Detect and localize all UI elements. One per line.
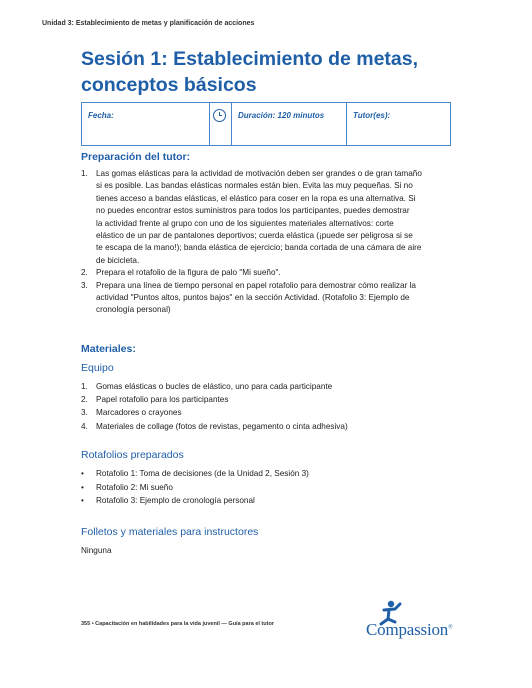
title-line-2: conceptos básicos (81, 74, 257, 96)
prep-item-line: Las gomas elásticas para la actividad de motivación deben ser grandes o de gran tamaño (96, 169, 422, 178)
equipo-item-text: Gomas elásticas o bucles de elástico, uno para cada participante (96, 382, 333, 391)
fecha-cell: Fecha: (82, 103, 210, 145)
folletos-value: Ninguna (81, 546, 112, 555)
equipo-list (81, 380, 453, 433)
rotafolio-text: Rotafolio 1: Toma de decisiones (de la Unidad 2, Sesión 3) (96, 469, 309, 478)
materiales-heading: Materiales: (81, 343, 136, 355)
equipo-item-number: 2. (81, 395, 88, 405)
session-info-table (81, 102, 451, 146)
rotafolio-item (81, 481, 453, 495)
prep-heading: Preparación del tutor: (81, 151, 191, 163)
prep-item-line: Prepara una línea de tiempo personal en papel rotafolio para demostrar cómo realizar la (96, 280, 416, 290)
equipo-item (81, 393, 453, 406)
prep-list (81, 168, 453, 317)
duracion-cell: Duración: 120 minutos (232, 103, 347, 145)
registered-mark: ® (448, 624, 453, 631)
rotafolio-text: Rotafolio 2: Mi sueño (96, 482, 173, 492)
equipo-item (81, 406, 453, 419)
equipo-item (81, 380, 453, 393)
prep-item-3 (81, 280, 453, 317)
prep-item-line: la actividad frente al grupo con uno de los siguientes materiales alternativos: corte (96, 218, 394, 228)
logo-text: Compassion (366, 620, 449, 639)
page-footer: 355 • Capacitación en habilidades para la vida juvenil — Guía para el tutor (81, 621, 274, 627)
prep-item-number: 3. (81, 280, 88, 290)
prep-item-number: 1. (81, 169, 88, 178)
prep-item-line: elástico de un par de pantalones deportivos; cuerda elástica (¡puede ser peligrosa si se (96, 231, 413, 241)
rotafolio-item (81, 494, 453, 508)
prep-item-2 (81, 267, 453, 279)
rotafolios-heading: Rotafolios preparados (81, 449, 184, 461)
prep-item-line: cronología personal) (96, 305, 171, 315)
equipo-item-number: 3. (81, 408, 88, 418)
bullet: • (81, 482, 84, 492)
prep-item-line: actividad "Puntos altos, puntos bajos" en la sección Actividad. (Rotafolio 3: Ejemplo de (96, 293, 410, 303)
page-title (81, 46, 481, 98)
equipo-heading: Equipo (81, 362, 114, 374)
rotafolio-text: Rotafolio 3: Ejemplo de cronología personal (96, 496, 255, 506)
prep-item-line: Prepara el rotafolio de la figura de palo "Mi sueño". (96, 268, 281, 278)
tutor-cell: Tutor(es): (353, 111, 391, 120)
equipo-item-text: Papel rotafolio para los participantes (96, 395, 229, 405)
equipo-item-number: 4. (81, 421, 88, 431)
clock-cell (210, 103, 232, 145)
prep-item-line: no puedes encontrar estos suministros para todos los participantes, puedes demostrar (96, 206, 410, 216)
clock-icon (213, 109, 226, 122)
folletos-heading: Folletos y materiales para instructores (81, 526, 259, 538)
equipo-item (81, 420, 453, 433)
prep-item-line: te escapa de la mano!); banda elástica de ejercicio; banda cortada de una cámara de aire (96, 243, 422, 253)
bullet: • (81, 496, 84, 506)
equipo-item-number: 1. (81, 382, 88, 391)
equipo-item-text: Marcadores o crayones (96, 408, 182, 418)
bullet: • (81, 469, 84, 478)
running-header: Unidad 3: Establecimiento de metas y planificación de acciones (42, 20, 255, 27)
rotafolios-list (81, 467, 453, 508)
prep-item-line: de bicicleta. (96, 255, 140, 265)
prep-item-line: tienes acceso a bandas elásticas, el elástico para coser en la ropa es una alternativa. Si (96, 193, 416, 203)
prep-item-1 (81, 168, 453, 267)
title-line-1: Sesión 1: Establecimiento de metas, (81, 48, 419, 70)
prep-item-line: si es posible. Las bandas elásticas normales están bien. Evita las muy pequeñas. Si no (96, 181, 413, 191)
prep-item-number: 2. (81, 268, 88, 278)
rotafolio-item (81, 467, 453, 481)
equipo-item-text: Materiales de collage (fotos de revistas, pegamento o cinta adhesiva) (96, 421, 348, 431)
logo-wordmark (366, 620, 452, 640)
